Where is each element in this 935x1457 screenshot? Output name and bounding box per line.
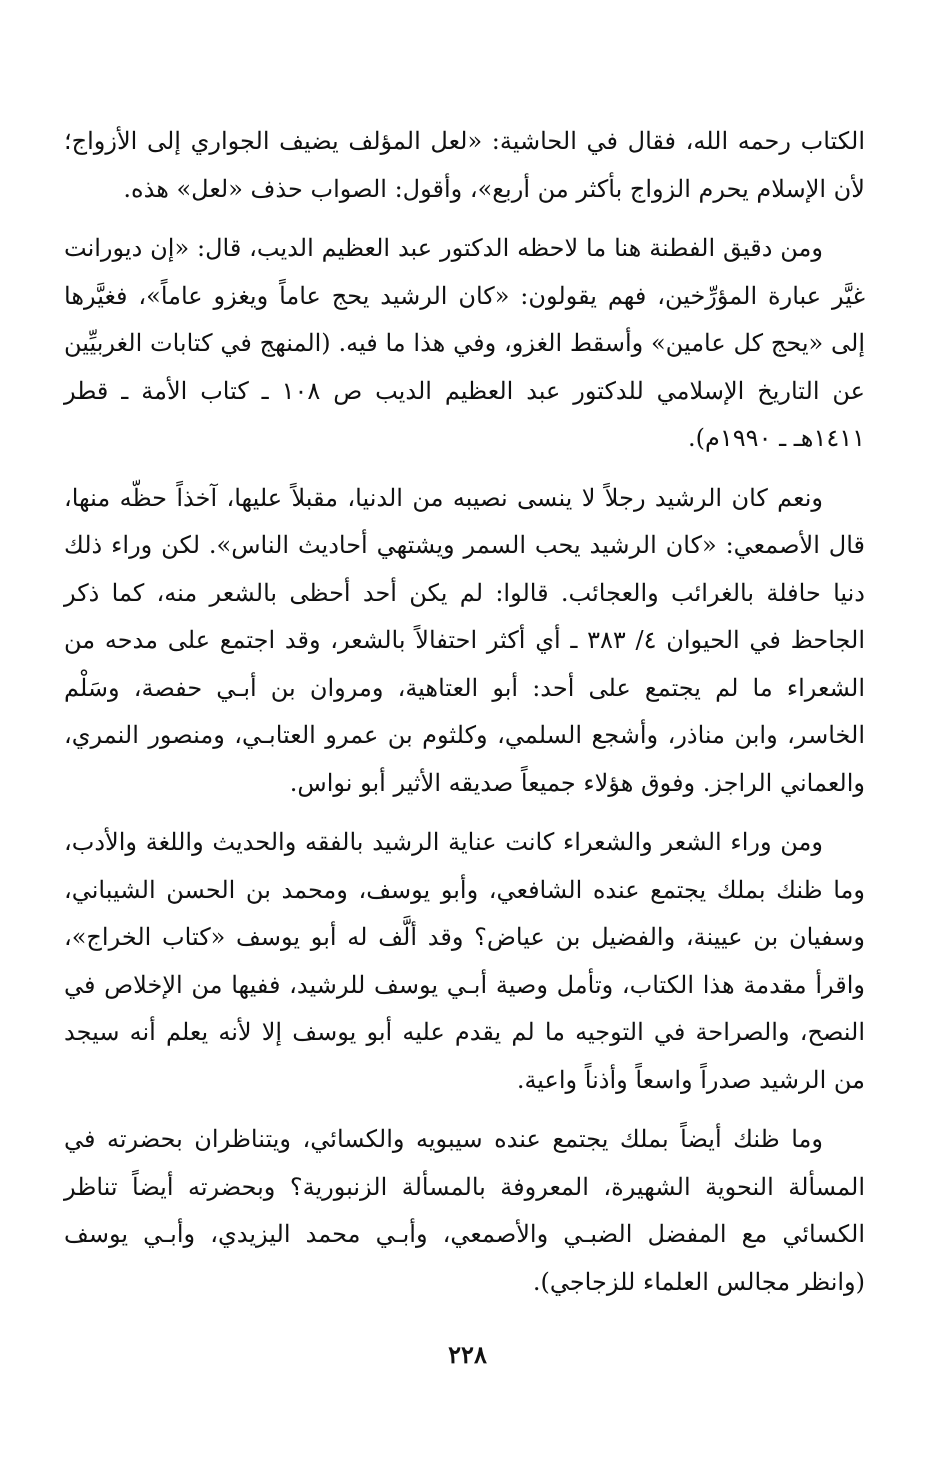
paragraph-rashid-grammarians: وما ظنك أيضاً بملك يجتمع عنده سيبويه والكسائي، ويتناظران بحضرته في المسألة النحوية الشهيرة، المعروفة بالمسألة الزنبورية؟ وبحضرته أيضاً تناظر الكسائي مع المفضل الضبـي والأصمعي، وأبـي محمد اليزيدي، وأبـي يوسف (وانظر مجالس العلماء للزجاجي). xyxy=(64,1125,865,1296)
paragraph-rashid-poets: ونعم كان الرشيد رجلاً لا ينسى نصيبه من الدنيا، مقبلاً عليها، آخذاً حظّه منها، قال الأصمعي: «كان الرشيد يحب السمر ويشتهي أحاديث الناس». لكن وراء ذلك دنيا حافلة بالغرائب والعجائب. قالوا: لم يكن أحد أحظى بالشعر منه، كما ذكر الجاحظ في الحيوان ٤/ ٣٨٣ ـ أي أكثر احتفالاً بالشعر، وقد اجتمع على مدحه من الشعراء ما لم يجتمع على أحد: أبو العتاهية، ومروان بن أبـي حفصة، وسَلْم الخاسر، وابن مناذر، وأشجع السلمي، وكلثوم بن عمرو العتابـي، ومنصور النمري، والعماني الراجز. وفوق هؤلاء جميعاً صديقه الأثير أبو نواس. xyxy=(64,483,866,797)
paragraph-durant-quote: ومن دقيق الفطنة هنا ما لاحظه الدكتور عبد العظيم الديب، قال: «إن ديورانت غيَّر عبارة المؤرِّخين، فهم يقولون: «كان الرشيد يحج عاماً ويغزو عاماً»، فغيَّرها إلى «يحج كل عامين» وأسقط الغزو، وفي هذا ما فيه. (المنهج في كتابات الغربيِّين عن التاريخ الإسلامي للدكتور عبد العظيم الديب ص ١٠٨ ـ كتاب الأمة ـ قطر ١٤١١هـ ـ ١٩٩٠م). xyxy=(64,234,865,452)
paragraph-footnote-continuation: الكتاب رحمه الله، فقال في الحاشية: «لعل المؤلف يضيف الجواري إلى الأزواج؛ لأن الإسلام يحرم الزواج بأكثر من أربع»، وأقول: الصواب حذف «لعل» هذه. xyxy=(64,127,865,203)
page-number: ٢٢٨ xyxy=(448,1340,487,1369)
page-body xyxy=(64,118,865,1318)
paragraph-rashid-scholars: ومن وراء الشعر والشعراء كانت عناية الرشيد بالفقه والحديث واللغة والأدب، وما ظنك بملك يجتمع عنده الشافعي، وأبو يوسف، ومحمد بن الحسن الشيباني، وسفيان بن عيينة، والفضيل بن عياض؟ وقد ألَّف له أبو يوسف «كتاب الخراج»، واقرأ مقدمة هذا الكتاب، وتأمل وصية أبـي يوسف للرشيد، ففيها من الإخلاص في النصح، والصراحة في التوجيه ما لم يقدم عليه أبو يوسف إلا لأنه يعلم أنه سيجد من الرشيد صدراً واسعاً وأذناً واعية. xyxy=(64,828,865,1094)
